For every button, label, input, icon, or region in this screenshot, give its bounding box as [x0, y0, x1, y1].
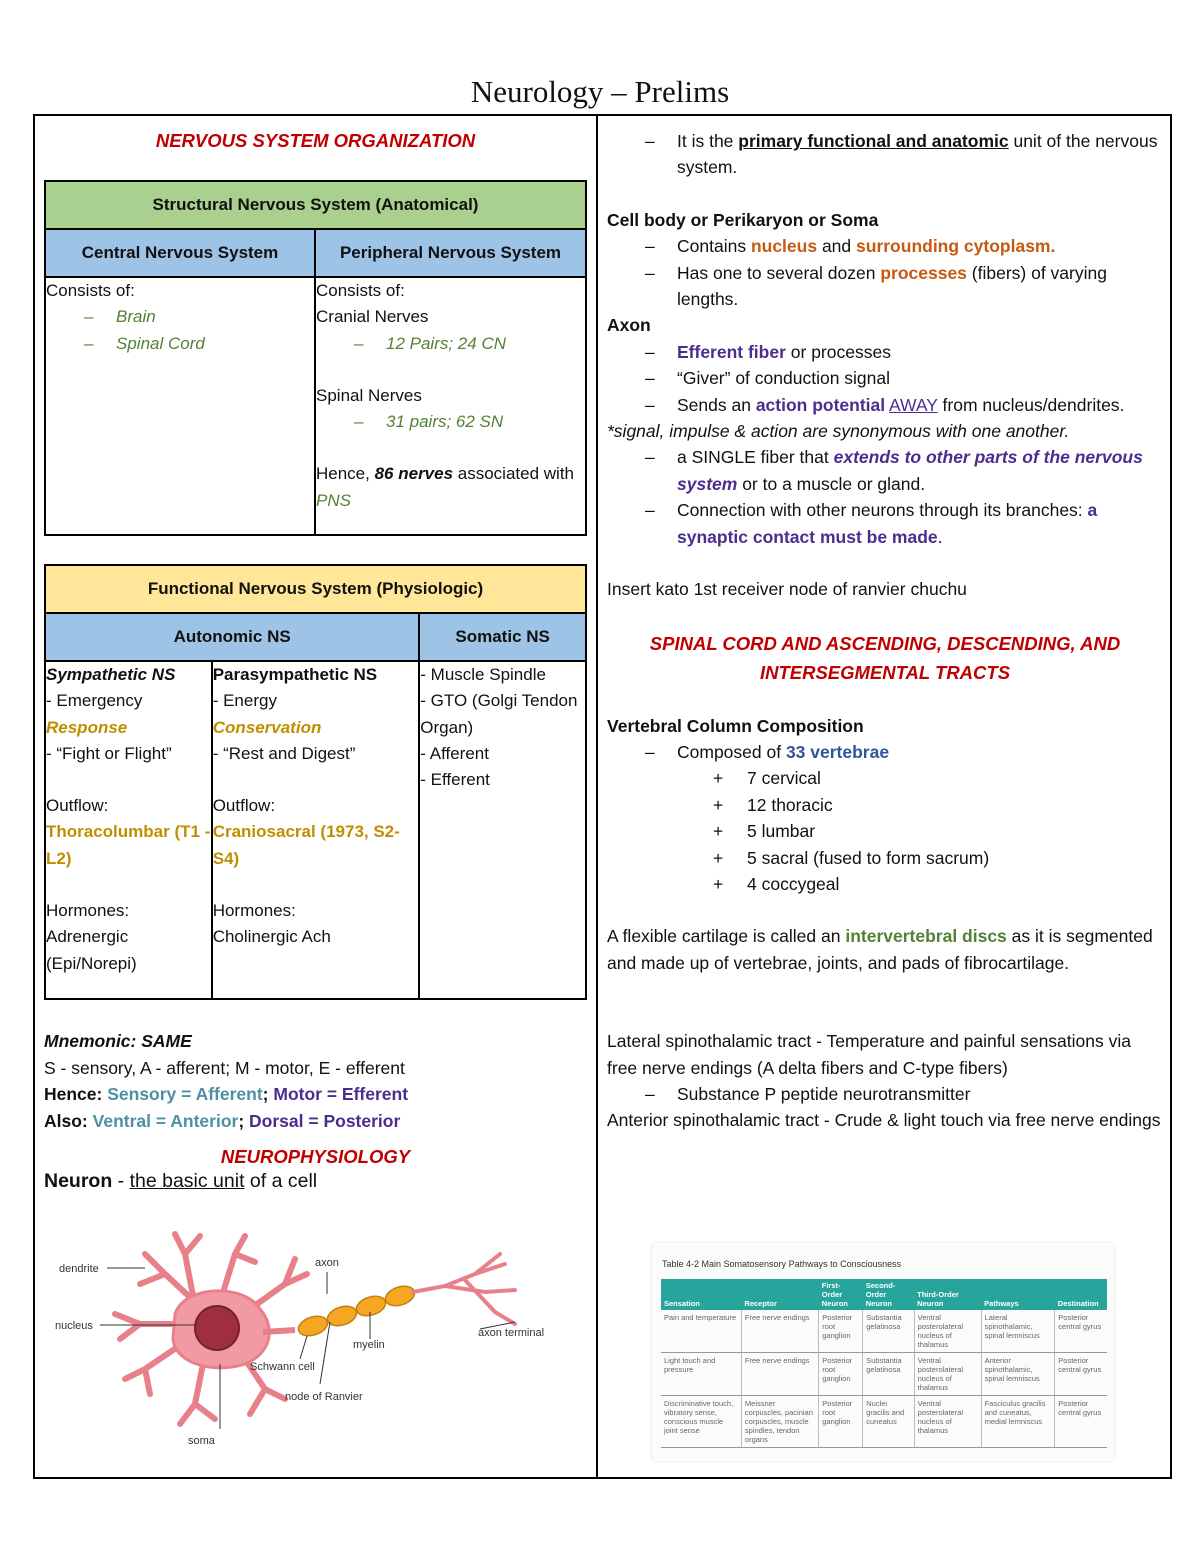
- symp-line3: - “Fight or Flight”: [46, 743, 172, 763]
- vertebra-item: + 7 cervical: [607, 765, 1163, 791]
- para-line3: - “Rest and Digest”: [212, 743, 356, 763]
- cns-header: Central Nervous System: [45, 229, 315, 277]
- table-header: Pathways: [981, 1279, 1055, 1310]
- flex-paragraph: A flexible cartilage is called an intervertebral discs as it is segmented and made up of vertebrae, joints, and pads of fibrocartilage.: [607, 926, 1153, 973]
- mnemonic-line1: S - sensory, A - afferent; M - motor, E - efferent: [44, 1057, 405, 1078]
- axon-bullet: – Efferent fiber or processes: [607, 339, 1163, 365]
- table-cell: Posterior root ganglion: [819, 1396, 863, 1448]
- somatic-cell: [419, 661, 586, 999]
- table-cell: Free nerve endings: [741, 1353, 818, 1396]
- lateral-paragraph: Lateral spinothalamic tract - Temperature and painful sensations via free nerve endings (A delta fibers and C-type fibers): [607, 1031, 1131, 1078]
- para-hormones-label: Hormones:: [212, 901, 296, 921]
- vertebral-heading: Vertebral Column Composition: [607, 715, 864, 736]
- para-outflow-value: Craniosacral (1973, S2-S4): [212, 822, 400, 868]
- table-cell: Ventral posterolateral nucleus of thalamus: [914, 1396, 981, 1448]
- label-dendrite: dendrite: [59, 1263, 99, 1275]
- autonomic-header: Autonomic NS: [45, 613, 419, 661]
- hence-line: Hence, 86 nerves associated with PNS: [316, 464, 574, 510]
- page-title: Neurology – Prelims: [470, 74, 730, 109]
- neuro-title: NEUROPHYSIOLOGY: [220, 1146, 411, 1167]
- somatosensory-table: [661, 1279, 1107, 1448]
- table-cell: Substantia gelatinosa: [863, 1310, 914, 1353]
- table-cell: Ventral posterolateral nucleus of thalamus: [914, 1353, 981, 1396]
- table-cell: Nuclei gracilis and cuneatus: [863, 1396, 914, 1448]
- table-header: Destination: [1055, 1279, 1107, 1310]
- table-header: Third-Order Neuron: [914, 1279, 981, 1310]
- column-divider: [596, 114, 598, 1479]
- label-node: node of Ranvier: [285, 1391, 363, 1403]
- spinal-label: Spinal Nerves: [316, 385, 422, 405]
- table-caption: Table 4-2 Main Somatosensory Pathways to Consciousness: [662, 1259, 902, 1269]
- para-outflow-label: Outflow:: [212, 796, 276, 816]
- mnemonic-hence: Hence: Sensory = Afferent; Motor = Efferent: [44, 1084, 409, 1104]
- label-myelin: myelin: [353, 1339, 385, 1351]
- table-cell: Substantia gelatinosa: [863, 1353, 914, 1396]
- table-cell: Posterior root ganglion: [819, 1310, 863, 1353]
- insert-note: Insert kato 1st receiver node of ranvier chuchu: [607, 579, 967, 600]
- symp-response: Response: [46, 717, 128, 737]
- symp-outflow-value: Thoracolumbar (T1 - L2): [46, 822, 211, 868]
- neuron-line: Neuron - the basic unit of a cell: [44, 1170, 318, 1192]
- signal-note: *signal, impulse & action are synonymous with one another.: [607, 421, 1070, 442]
- substance-p: – Substance P peptide neurotransmitter: [607, 1081, 1163, 1107]
- table-cell: Ventral posterolateral nucleus of thalamus: [914, 1310, 981, 1353]
- somatosensory-table-image: [652, 1243, 1114, 1461]
- symp-hormones-label: Hormones:: [46, 901, 130, 921]
- table-cell: Posterior central gyrus: [1055, 1310, 1107, 1353]
- hence-pns: PNS: [316, 490, 351, 510]
- pns-consists: Consists of:: [316, 281, 405, 300]
- functional-header: Functional Nervous System (Physiologic): [45, 565, 586, 613]
- somatic-item: - Muscle Spindle: [420, 665, 546, 684]
- table-cell: Posterior central gyrus: [1055, 1396, 1107, 1448]
- table-cell: Pain and temperature: [661, 1310, 741, 1353]
- cns-cell: [45, 277, 315, 535]
- table-header: Sensation: [661, 1279, 741, 1310]
- spinal-title: SPINAL CORD AND ASCENDING, DESCENDING, AND INTERSEGMENTAL TRACTS: [649, 632, 1121, 683]
- table-header: Second-Order Neuron: [863, 1279, 914, 1310]
- cns-consists: Consists of:: [46, 281, 135, 300]
- axon-bullet: – Connection with other neurons through its branches: a synaptic contact must be made.: [607, 497, 1163, 550]
- label-nucleus: nucleus: [55, 1320, 93, 1332]
- table-cell: Posterior central gyrus: [1055, 1353, 1107, 1396]
- pns-cell: [315, 277, 586, 535]
- org-title: NERVOUS SYSTEM ORGANIZATION: [155, 130, 476, 151]
- mnemonic-title: Mnemonic: SAME: [44, 1031, 192, 1051]
- somatic-item: - Efferent: [420, 770, 490, 790]
- cranial-label: Cranial Nerves: [316, 307, 429, 327]
- cns-spinal-cord: – Spinal Cord: [46, 331, 314, 357]
- table-row: [661, 1396, 1107, 1448]
- vertebra-item: + 12 thoracic: [607, 792, 1163, 818]
- spinal-pairs: – 31 pairs; 62 SN: [316, 409, 585, 435]
- label-schwann: Schwann cell: [250, 1361, 315, 1373]
- table-cell: Lateral spinothalamic, spinal lemniscus: [981, 1310, 1055, 1353]
- somatic-item: - Afferent: [420, 743, 489, 763]
- axon-bullet: – a SINGLE fiber that extends to other parts of the nervous system or to a muscle or gland.: [607, 444, 1163, 497]
- para-hormones-value: Cholinergic Ach: [212, 927, 331, 947]
- table-cell: Anterior spinothalamic, spinal lemniscus: [981, 1353, 1055, 1396]
- anterior-paragraph: Anterior spinothalamic tract - Crude & light touch via free nerve endings: [607, 1110, 1161, 1131]
- right-column: [607, 114, 1163, 1134]
- vertebra-item: + 5 lumbar: [607, 818, 1163, 844]
- cranial-pairs: – 12 Pairs; 24 CN: [316, 331, 585, 357]
- table-row: [661, 1310, 1107, 1353]
- para-title: Parasympathetic NS: [212, 665, 378, 684]
- cns-brain: – Brain: [46, 304, 314, 330]
- parasympathetic-cell: [212, 661, 420, 999]
- table-header: First-Order Neuron: [819, 1279, 863, 1310]
- axon-heading: Axon: [607, 315, 651, 336]
- cellbody-heading: Cell body or Perikaryon or Soma: [607, 209, 879, 230]
- somatic-header: Somatic NS: [419, 613, 586, 661]
- pns-header: Peripheral Nervous System: [315, 229, 586, 277]
- axon-bullet: – “Giver” of conduction signal: [607, 365, 1163, 391]
- structural-header: Structural Nervous System (Anatomical): [45, 181, 586, 229]
- cellbody-bullet: – Has one to several dozen processes (fibers) of varying lengths.: [607, 260, 1163, 313]
- table-row: [661, 1353, 1107, 1396]
- functional-table: [44, 564, 587, 1000]
- symp-title: Sympathetic NS: [46, 665, 176, 684]
- mnemonic-block: [44, 1028, 587, 1134]
- table-cell: Meissner corpuscles, pacinian corpuscles, muscle spindles, tendon organs: [741, 1396, 818, 1448]
- cellbody-bullet: – Contains nucleus and surrounding cytoplasm.: [607, 233, 1163, 259]
- neuron-bullet: – It is the primary functional and anatomic unit of the nervous system.: [607, 128, 1163, 181]
- sympathetic-cell: [45, 661, 212, 999]
- left-column: [44, 114, 587, 1193]
- neuron-diagram: [45, 1214, 565, 1450]
- table-cell: Discriminative touch, vibratory sense, conscious muscle joint sense: [661, 1396, 741, 1448]
- table-header: Receptor: [741, 1279, 818, 1310]
- table-cell: Free nerve endings: [741, 1310, 818, 1353]
- table-cell: Light touch and pressure: [661, 1353, 741, 1396]
- symp-line1: - Emergency: [46, 691, 143, 711]
- para-line1: - Energy: [212, 691, 277, 711]
- table-cell: Posterior root ganglion: [819, 1353, 863, 1396]
- para-conservation: Conservation: [212, 717, 322, 737]
- axon-bullet: – Sends an action potential AWAY from nucleus/dendrites.: [607, 392, 1163, 418]
- symp-outflow-label: Outflow:: [46, 796, 109, 816]
- somatic-item: - GTO (Golgi Tendon Organ): [420, 691, 578, 737]
- label-axon: axon: [315, 1257, 339, 1269]
- mnemonic-also: Also: Ventral = Anterior; Dorsal = Posterior: [44, 1110, 401, 1131]
- label-soma: soma: [188, 1435, 215, 1447]
- label-axon-terminal: axon terminal: [478, 1327, 545, 1339]
- structural-table: [44, 180, 587, 536]
- symp-hormones-value: Adrenergic (Epi/Norepi): [46, 927, 137, 973]
- vertebra-item: + 5 sacral (fused to form sacrum): [607, 845, 1163, 871]
- vertebral-bullet: – Composed of 33 vertebrae: [607, 739, 1163, 765]
- hence-count: 86 nerves: [374, 464, 454, 484]
- table-cell: Fasciculus gracilis and cuneatus, medial lemniscus: [981, 1396, 1055, 1448]
- vertebra-item: + 4 coccygeal: [607, 871, 1163, 897]
